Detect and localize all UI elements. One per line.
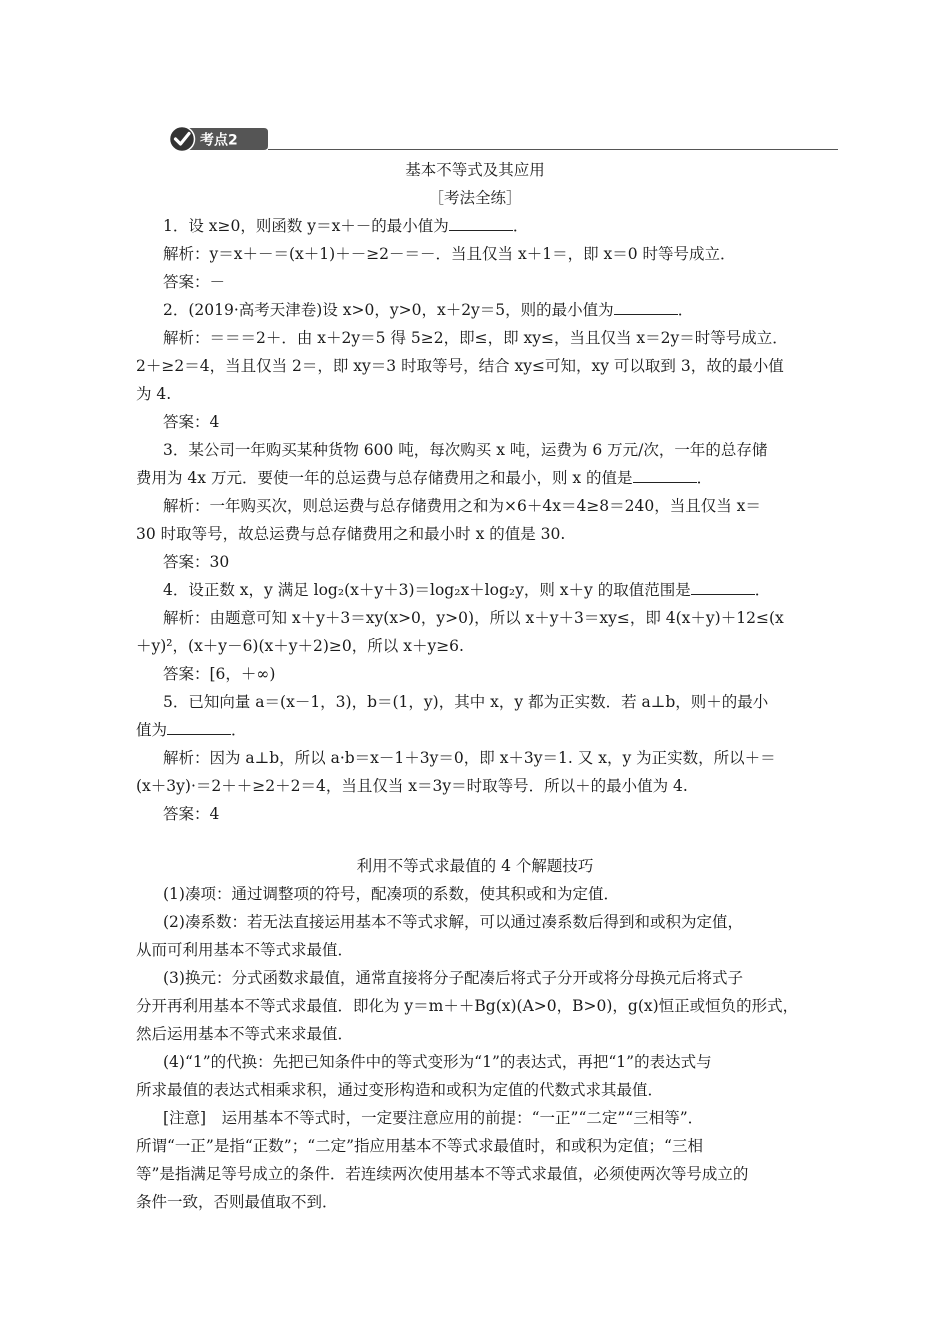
exercise-text: 解析：由题意可知 x＋y＋3＝xy(x>0，y>0)，所以 x＋y＋3＝xy≤，即 4(x＋y)＋12≤(x [163, 609, 784, 627]
exercise-text: 答案：[6，＋∞) [163, 665, 276, 683]
exercise-text: 为 4. [136, 385, 172, 403]
tip-line [163, 884, 619, 904]
section-subtitle: ［考法全练］ [428, 189, 522, 207]
exercise-line [163, 608, 784, 628]
tip-text: 所谓“一正”是指“正数”；“二定”指应用基本不等式求最值时，和或积为定值；“三相 [136, 1137, 703, 1155]
exercise-text: 答案：4 [163, 805, 220, 823]
section-badge [168, 125, 270, 153]
tip-text: 等”是指满足等号成立的条件．若连续两次使用基本不等式求最值，必须使两次等号成立的 [136, 1165, 749, 1183]
exercise-tail: ． [754, 581, 771, 599]
exercise-line [163, 440, 767, 460]
tip-line [136, 1136, 703, 1156]
tip-text: 从而可利用基本不等式求最值． [136, 941, 354, 959]
tip-line [136, 1080, 663, 1100]
exercise-text: 答案：30 [163, 553, 230, 571]
exercise-line [163, 664, 275, 684]
tip-line [136, 940, 353, 960]
exercise-text: 4．设正数 x，y 满足 log₂(x＋y＋3)＝log₂x＋log₂y，则 x＋y 的取值范围是 [163, 581, 691, 599]
exercise-line [163, 692, 768, 712]
tip-line [163, 912, 743, 932]
exercise-text: 5．已知向量 a＝(x－1，3)，b＝(1，y)，其中 x，y 都为正实数．若 a⊥b，则＋的最小 [163, 693, 769, 711]
exercise-tail: ． [512, 217, 529, 235]
tip-line [136, 996, 798, 1016]
exercise-text: 30 时取等号，故总运费与总存储费用之和最小时 x 的值是 30. [136, 525, 566, 543]
tip-line [163, 1108, 703, 1128]
exercise-line [136, 776, 688, 796]
answer-blank [449, 216, 513, 231]
exercise-line [163, 580, 770, 600]
exercise-line [163, 216, 528, 236]
tip-text: 然后运用基本不等式来求最值． [136, 1025, 354, 1043]
tip-text: 条件一致，否则最值取不到． [136, 1193, 338, 1211]
tips-title: 利用不等式求最值的 4 个解题技巧 [356, 857, 594, 875]
exercise-line [163, 328, 788, 348]
exercise-line [163, 748, 776, 768]
tip-text: (3)换元：分式函数求最值，通常直接将分子配凑后将式子分开或将分母换元后将式子 [163, 969, 743, 987]
answer-blank [167, 720, 231, 735]
exercise-line [136, 720, 247, 740]
exercise-tail: ． [677, 301, 694, 319]
exercise-text: 2＋≥2＝4，当且仅当 2＝，即 xy＝3 时取等号，结合 xy≤可知，xy 可以取到 3，故的最小值 [136, 357, 784, 375]
exercise-line [163, 552, 229, 572]
badge-label: 考点2 [200, 132, 238, 149]
exercise-text: 2．(2019·高考天津卷)设 x>0，y>0，x＋2y＝5，则的最小值为 [163, 301, 614, 319]
tip-text: (1)凑项：通过调整项的符号，配凑项的系数，使其积或和为定值． [163, 885, 619, 903]
exercise-text: 解析：y＝x＋－＝(x＋1)＋－≥2－＝－．当且仅当 x＋1＝，即 x＝0 时等号成立． [163, 245, 736, 263]
section-rule [268, 149, 838, 150]
exercise-line [136, 356, 784, 376]
exercise-text: 解析：因为 a⊥b，所以 a·b＝x－1＋3y＝0，即 x＋3y＝1. 又 x，y 为正实数，所以＋＝ [163, 749, 776, 767]
exercise-line [163, 496, 761, 516]
exercise-line [163, 412, 219, 432]
exercise-text: 3．某公司一年购买某种货物 600 吨，每次购买 x 吨，运费为 6 万元/次，一年的总存储 [163, 441, 768, 459]
tip-line [163, 1052, 712, 1072]
exercise-tail: ． [231, 721, 247, 739]
tip-text: [注意] 运用基本不等式时，一定要注意应用的前提：“一正”“二定”“三相等”． [163, 1109, 704, 1127]
answer-blank [633, 468, 697, 483]
exercise-text: 解析：＝＝＝2＋．由 x＋2y＝5 得 5≥2，即≤，即 xy≤，当且仅当 x＝2y＝时等号成立． [163, 329, 788, 347]
checkmark-icon [170, 127, 195, 152]
tip-text: 分开再利用基本不等式求最值．即化为 y＝m＋＋Bg(x)(A>0，B>0)，g(x)恒正或恒负的形式， [136, 997, 799, 1015]
tip-line [136, 1024, 353, 1044]
section-title: 基本不等式及其应用 [405, 161, 545, 179]
exercise-line [136, 384, 171, 404]
exercise-line [136, 636, 464, 656]
tip-text: (2)凑系数：若无法直接运用基本不等式求解，可以通过凑系数后得到和或积为定值， [163, 913, 743, 931]
exercise-line [163, 300, 693, 320]
exercise-line [136, 468, 712, 488]
exercise-text: ＋y)²，(x＋y－6)(x＋y＋2)≥0，所以 x＋y≥6. [136, 637, 464, 655]
exercise-text: 答案：4 [163, 413, 220, 431]
tip-line [136, 1164, 748, 1184]
exercise-text: 值为 [136, 721, 168, 739]
answer-blank [614, 300, 678, 315]
exercise-line [163, 272, 225, 292]
exercise-tail: ． [696, 469, 713, 487]
exercise-line [163, 244, 736, 264]
exercise-line [136, 524, 565, 544]
exercise-text: 答案：－ [163, 273, 226, 291]
tip-text: 所求最值的表达式相乘求积，通过变形构造和或积为定值的代数式求其最值． [136, 1081, 664, 1099]
exercise-text: 1．设 x≥0，则函数 y＝x＋－的最小值为 [163, 217, 449, 235]
tip-text: (4)“1”的代换：先把已知条件中的等式变形为“1”的表达式，再把“1”的表达式与 [163, 1053, 712, 1071]
tip-line [163, 968, 743, 988]
exercise-text: (x＋3y)·＝2＋＋≥2＋2＝4，当且仅当 x＝3y＝时取等号．所以＋的最小值为 4. [136, 777, 688, 795]
exercise-text: 解析：一年购买次，则总运费与总存储费用之和为×6＋4x＝4≥8＝240，当且仅当 x＝ [163, 497, 761, 515]
answer-blank [691, 580, 755, 595]
exercise-text: 费用为 4x 万元．要使一年的总运费与总存储费用之和最小，则 x 的值是 [136, 469, 633, 487]
tip-line [136, 1192, 338, 1212]
exercise-line [163, 804, 219, 824]
